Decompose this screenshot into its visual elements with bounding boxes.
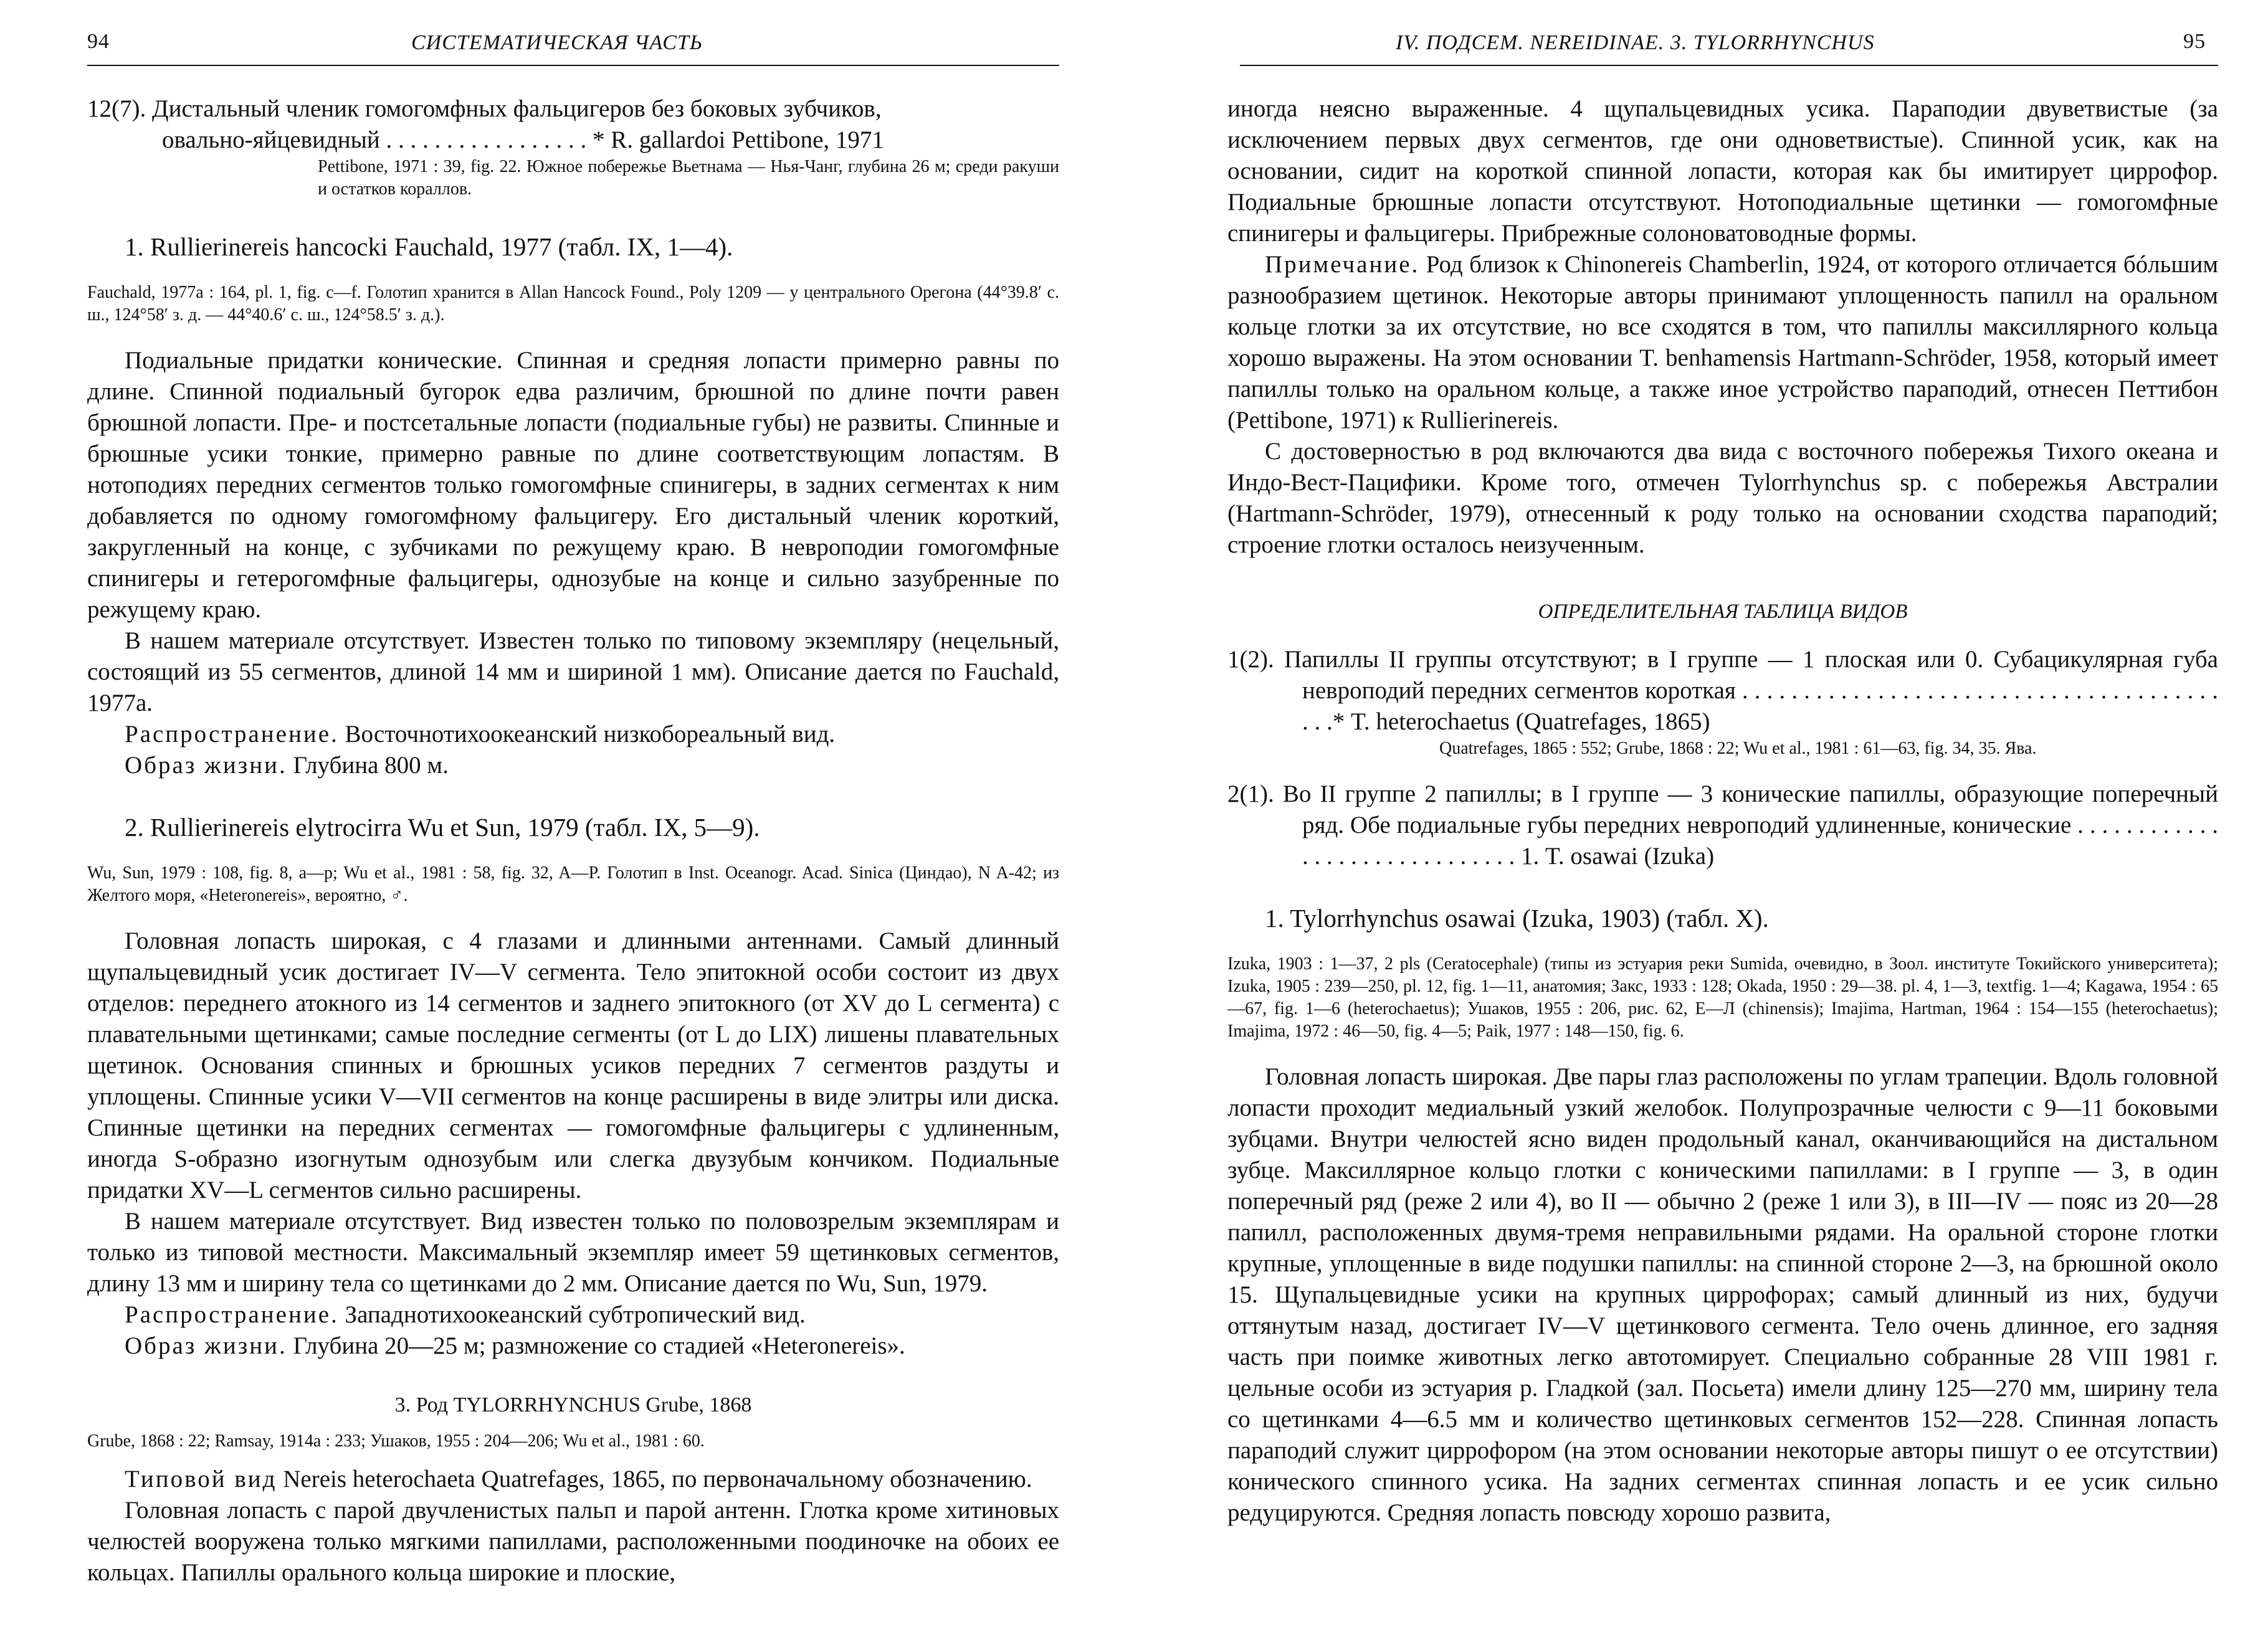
right-page [1134, 0, 2268, 1632]
distribution-label-elytrocirra: Распространение. [125, 1301, 339, 1328]
page-number-left: 94 [87, 30, 110, 53]
key-title: ОПРЕДЕЛИТЕЛЬНАЯ ТАБЛИЦА ВИДОВ [1538, 600, 1908, 623]
species-heading-hancocki: 1. Rullierinereis hancocki Fauchald, 1977 (табл. IX, 1—4). [125, 232, 733, 261]
lifestyle-hancocki: Глубина 800 м. [293, 752, 449, 779]
page-number-right: 95 [2183, 30, 2206, 53]
lifestyle-elytrocirra: Глубина 20—25 м; размножение со стадией «Heteronereis». [293, 1332, 905, 1359]
description-elytrocirra: Головная лопасть широкая, с 4 глазами и длинными антеннами. Самый длинный щупальцевидный усик достигает IV—V сегмента. Тело эпитокной особи состоит из двух отделов: переднего атокного из 14 сегментов и заднего эпитокного (от XV до L сегмента) с плавательными щетинками; самые последние сегменты (от L до LIX) лишены плавательных щетинок. Основания спинных и брюшных усиков передних 7 сегментов раздуты и уплощены. Спинные усики V—VII сегментов на конце расширены в виде элитры или диска. Спинные щетинки на передних сегментах — гомогомфные фальцигеры с удлиненным, иногда S-образно изогнутым однозубым или слегка двузубым кончиком. Подиальные придатки XV—L сегментов сильно расширены. [87, 927, 1059, 1203]
genus-heading: 3. Род TYLORRHYNCHUS Grube, 1868 [394, 1393, 752, 1416]
note-text: Род близок к Chinonereis Chamberlin, 1924, от которого отличается бóльшим разнообразием щетинок. Некоторые авторы принимают уплощенность папилл на оральном кольце глотки за их отсутствие, но все сходятся в том, что папиллы максиллярного кольца хорошо выражены. На этом основании T. benhamensis Hartmann-Schröder, 1958, который имеет папиллы только на оральном кольце, а также иное устройство параподий, отнесен Петтибон (Pettibone, 1971) к Rullierinereis. [1227, 251, 2218, 434]
running-title-left: СИСТЕМАТИЧЕСКАЯ ЧАСТЬ [411, 31, 703, 54]
description-hancocki: Подиальные придатки конические. Спинная и средняя лопасти примерно равны по длине. Спинной подиальный бугорок едва различим, брюшной по длине почти равен брюшной лопасти. Пре- и постсетальные лопасти (подиальные губы) не развиты. Спинные и брюшные усики тонкие, примерно равные по длине соответствующим лопастям. В нотоподиях передних сегментов только гомогомфные спинигеры, в задних сегментах к ним добавляется по одному гомогомфному фальцигеру. Его дистальный членик короткий, закругленный на конце, с зубчиками по режущему краю. В невроподии гомогомфные спинигеры и гетерогомфные фальцигеры, однозубые на конце и сильно зазубренные по режущему краю. [87, 347, 1059, 623]
lifestyle-label-hancocki: Образ жизни. [125, 752, 287, 779]
note-label: Примечание. [1265, 251, 1420, 278]
synonymy-elytrocirra: Wu, Sun, 1979 : 108, fig. 8, a—p; Wu et al., 1981 : 58, fig. 32, A—P. Голотип в Inst. Oceanogr. Acad. Sinica (Циндао), N A-42; из Желтого моря, «Heteronereis», вероятно, ♂. [87, 863, 1059, 905]
type-species-label: Типовой вид [125, 1466, 277, 1492]
key-item-2: 2(1). Во II группе 2 папиллы; в I группе — 3 конические папиллы, образующие поперечный ряд. Обе подиальные губы передних невроподий удлиненные, конические . . . . . . . . . . . . . . . . . . . . . . . . . . . . . . 1. T. osawai (Izuka) [1227, 780, 2218, 870]
species-heading-elytrocirra: 2. Rullierinereis elytrocirra Wu et Sun, 1979 (табл. IX, 5—9). [125, 813, 760, 842]
distribution-hancocki: Восточнотихоокеанский низкобореальный вид. [345, 721, 836, 747]
genus-synonymy: Grube, 1868 : 22; Ramsay, 1914a : 233; Ушаков, 1955 : 204—206; Wu et al., 1981 : 60. [87, 1431, 705, 1451]
left-column [87, 93, 1059, 1588]
synonymy-hancocki: Fauchald, 1977a : 164, pl. 1, fig. c—f. Голотип хранится в Allan Hancock Found., Poly 1209 — у центрального Орегона (44°39.8′ с. ш., 124°58′ з. д. — 44°40.6′ с. ш., 124°58.5′ з. д.). [87, 283, 1059, 325]
key-item-12-line2: овально-яйцевидный . . . . . . . . . . . . . . . . . * R. gallardoi Pettibone, 1971 [162, 126, 884, 153]
key-item-12-reference: Pettibone, 1971 : 39, fig. 22. Южное побережье Вьетнама — Нья-Чанг, глубина 26 м; среди ракуши и остатков кораллов. [318, 157, 1059, 199]
key-item-1: 1(2). Папиллы II группы отсутствуют; в I группе — 1 плоская или 0. Субацикулярная губа невроподий передних сегментов короткая . . . . . . . . . . . . . . . . . . . . . . . . . . . . . . . . . . . . . . . . . .* T. heterochaetus (Quatrefages, 1865) [1227, 646, 2218, 735]
material-elytrocirra: В нашем материале отсутствует. Вид известен только по половозрелым экземплярам и только из типовой местности. Максимальный экземпляр имеет 59 щетинковых сегментов, длину 13 мм и ширину тела со щетинками до 2 мм. Описание дается по Wu, Sun, 1979. [87, 1208, 1059, 1297]
lifestyle-label-elytrocirra: Образ жизни. [125, 1332, 287, 1359]
key-item-1-reference: Quatrefages, 1865 : 552; Grube, 1868 : 22; Wu et al., 1981 : 61—63, fig. 34, 35. Ява. [1439, 739, 2037, 758]
type-species-text: Nereis heterochaeta Quatrefages, 1865, по первоначальному обозначению. [283, 1466, 1032, 1492]
right-column [1227, 93, 2218, 1529]
genus-composition: С достоверностью в род включаются два вида с восточного побережья Тихого океана и Индо-Вест-Пацифики. Кроме того, отмечен Tylorrhynchus sp. с побережья Австралии (Hartmann-Schröder, 1979), отнесенный к роду только на основании сходства параподий; строение глотки осталось неизученным. [1227, 438, 2218, 558]
synonymy-osawai: Izuka, 1903 : 1—37, 2 pls (Ceratocephale) (типы из эстуария реки Sumida, очевидно, в Зоол. институте Токийского университета); Izuka, 1905 : 239—250, pl. 12, fig. 1—11, анатомия; Закс, 1933 : 128; Okada, 1950 : 29—38. pl. 4, 1—3, textfig. 1—4; Kagawa, 1954 : 65—67, fig. 1—6 (heterochaetus); Ушаков, 1955 : 206, рис. 62, Е—Л (chinensis); Imajima, Hartman, 1964 : 154—155 (heterochaetus); Imajima, 1972 : 46—50, fig. 4—5; Paik, 1977 : 148—150, fig. 6. [1227, 954, 2218, 1041]
distribution-label-hancocki: Распространение. [125, 721, 339, 747]
material-hancocki: В нашем материале отсутствует. Известен только по типовому экземпляру (нецельный, состоящий из 55 сегментов, длиной 14 мм и шириной 1 мм). Описание дается по Fauchald, 1977a. [87, 627, 1059, 716]
species-heading-osawai: 1. Tylorrhynchus osawai (Izuka, 1903) (табл. X). [1265, 904, 1769, 932]
genus-description-continued: иногда неясно выраженные. 4 щупальцевидных усика. Параподии двуветвистые (за исключением первых двух сегментов, где они одноветвистые). Спинной усик, как на основании, сидит на короткой спинной лопасти, которая как бы имитирует циррофор. Подиальные брюшные лопасти отсутствуют. Нотоподиальные щетинки — гомогомфные спинигеры и фальцигеры. Прибрежные солоноватоводные формы. [1227, 95, 2218, 247]
distribution-elytrocirra: Западнотихоокеанский субтропический вид. [345, 1301, 806, 1328]
running-head-left [87, 25, 1059, 66]
running-title-right: IV. ПОДСЕМ. NEREIDINAE. 3. TYLORRHYNCHUS [1396, 31, 1875, 54]
description-osawai: Головная лопасть широкая. Две пары глаз расположены по углам трапеции. Вдоль головной лопасти проходит медиальный узкий желобок. Полупрозрачные челюсти с 9—11 боковыми зубцами. Внутри челюстей ясно виден продольный канал, оканчивающийся на дистальном зубце. Максиллярное кольцо глотки с коническими папиллами: в I группе — 3, в один поперечный ряд (реже 2 или 4), во II — обычно 2 (реже 1 или 3), в III—IV — пояс из 20—28 папилл, расположенных двумя-тремя неправильными рядами. На оральной стороне глотки крупные, уплощенные в виде подушки папиллы: на спинной стороне 2—3, на брюшной около 15. Щупальцевидные усики на крупных циррофорах; самый длинный из них, будучи оттянутым назад, достигает IV—V щетинкового сегмента. Тело очень длинное, его задняя часть при поимке животных легко автотомирует. Специально собранные 28 VIII 1981 г. цельные особи из эстуария р. Гладкой (зал. Посьета) имели длину 125—270 мм, ширину тела со щетинками 4—6.5 мм и количество щетинковых сегментов 152—228. Спинная лопасть параподий служит циррофором (на этом основании некоторые авторы пишут о ее отсутствии) конического спинного усика. На задних сегментах спинная лопасть и ее усик сильно редуцируются. Средняя лопасть повсюду хорошо развита, [1227, 1063, 2218, 1526]
running-head-right [1240, 25, 2218, 66]
key-item-12-line1: 12(7). Дистальный членик гомогомфных фальцигеров без боковых зубчиков, [87, 95, 882, 122]
genus-description: Головная лопасть с парой двучленистых пальп и парой антенн. Глотка кроме хитиновых челюстей вооружена только мягкими папиллами, расположенными поодиночке на обоих ее кольцах. Папиллы орального кольца широкие и плоские, [87, 1497, 1059, 1586]
